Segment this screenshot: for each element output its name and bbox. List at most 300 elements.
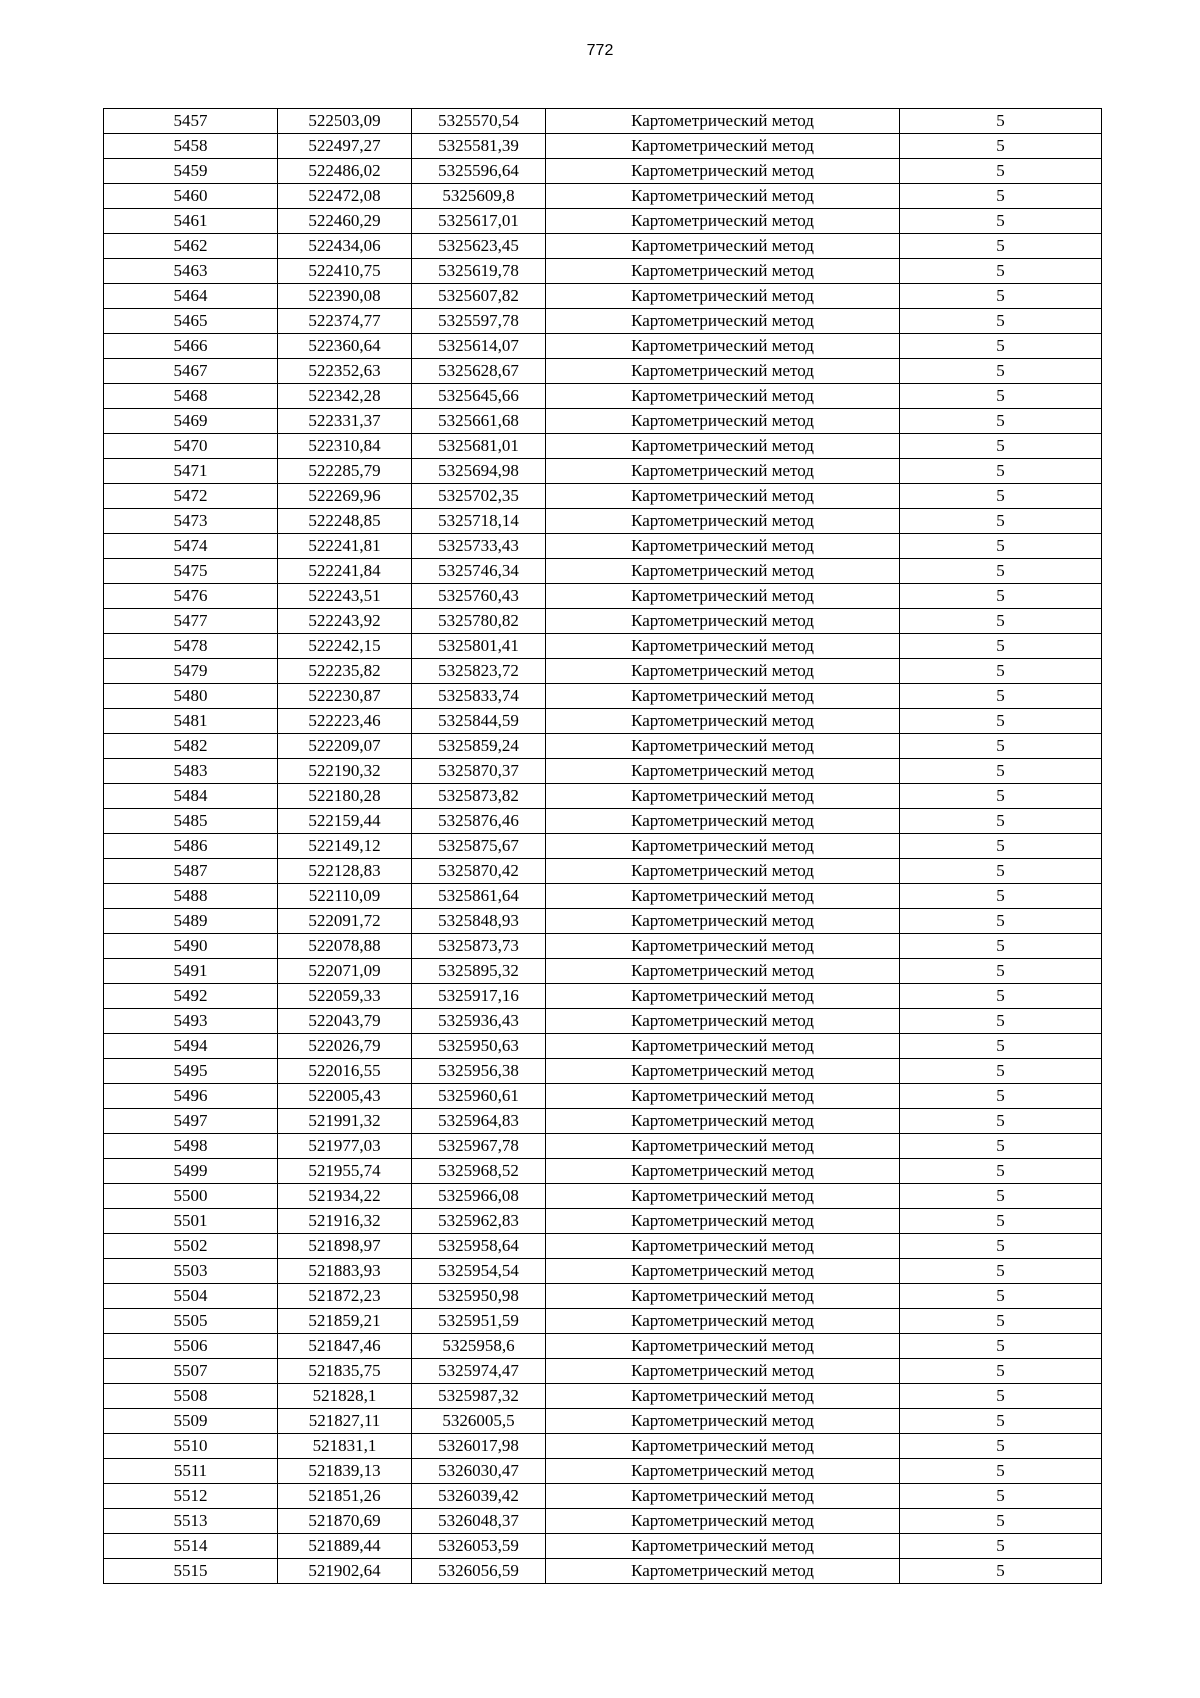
x-coordinate-cell: 522059,33 <box>278 984 412 1009</box>
accuracy-cell: 5 <box>900 1134 1102 1159</box>
method-cell: Картометрический метод <box>546 759 900 784</box>
method-cell: Картометрический метод <box>546 284 900 309</box>
accuracy-cell: 5 <box>900 1009 1102 1034</box>
method-cell: Картометрический метод <box>546 159 900 184</box>
y-coordinate-cell: 5325974,47 <box>412 1359 546 1384</box>
y-coordinate-cell: 5325958,6 <box>412 1334 546 1359</box>
method-cell: Картометрический метод <box>546 184 900 209</box>
accuracy-cell: 5 <box>900 859 1102 884</box>
x-coordinate-cell: 522390,08 <box>278 284 412 309</box>
table-row <box>104 1559 1102 1584</box>
method-cell: Картометрический метод <box>546 484 900 509</box>
point-number-cell: 5514 <box>104 1534 278 1559</box>
point-number-cell: 5477 <box>104 609 278 634</box>
table-row <box>104 1234 1102 1259</box>
table-body <box>104 109 1102 1584</box>
accuracy-cell: 5 <box>900 609 1102 634</box>
x-coordinate-cell: 521851,26 <box>278 1484 412 1509</box>
method-cell: Картометрический метод <box>546 1534 900 1559</box>
y-coordinate-cell: 5325987,32 <box>412 1384 546 1409</box>
accuracy-cell: 5 <box>900 734 1102 759</box>
method-cell: Картометрический метод <box>546 609 900 634</box>
point-number-cell: 5508 <box>104 1384 278 1409</box>
method-cell: Картометрический метод <box>546 784 900 809</box>
x-coordinate-cell: 522460,29 <box>278 209 412 234</box>
x-coordinate-cell: 521883,93 <box>278 1259 412 1284</box>
method-cell: Картометрический метод <box>546 1209 900 1234</box>
method-cell: Картометрический метод <box>546 1409 900 1434</box>
x-coordinate-cell: 522241,84 <box>278 559 412 584</box>
point-number-cell: 5457 <box>104 109 278 134</box>
x-coordinate-cell: 522180,28 <box>278 784 412 809</box>
table-row <box>104 309 1102 334</box>
x-coordinate-cell: 522209,07 <box>278 734 412 759</box>
point-number-cell: 5495 <box>104 1059 278 1084</box>
point-number-cell: 5510 <box>104 1434 278 1459</box>
table-row <box>104 909 1102 934</box>
method-cell: Картометрический метод <box>546 1009 900 1034</box>
accuracy-cell: 5 <box>900 359 1102 384</box>
y-coordinate-cell: 5325760,43 <box>412 584 546 609</box>
point-number-cell: 5479 <box>104 659 278 684</box>
y-coordinate-cell: 5325661,68 <box>412 409 546 434</box>
y-coordinate-cell: 5325964,83 <box>412 1109 546 1134</box>
accuracy-cell: 5 <box>900 1484 1102 1509</box>
x-coordinate-cell: 522497,27 <box>278 134 412 159</box>
accuracy-cell: 5 <box>900 559 1102 584</box>
accuracy-cell: 5 <box>900 634 1102 659</box>
accuracy-cell: 5 <box>900 709 1102 734</box>
point-number-cell: 5486 <box>104 834 278 859</box>
method-cell: Картометрический метод <box>546 1309 900 1334</box>
point-number-cell: 5469 <box>104 409 278 434</box>
y-coordinate-cell: 5325895,32 <box>412 959 546 984</box>
point-number-cell: 5494 <box>104 1034 278 1059</box>
method-cell: Картометрический метод <box>546 659 900 684</box>
y-coordinate-cell: 5325733,43 <box>412 534 546 559</box>
table-row <box>104 1034 1102 1059</box>
point-number-cell: 5459 <box>104 159 278 184</box>
table-row <box>104 809 1102 834</box>
y-coordinate-cell: 5325844,59 <box>412 709 546 734</box>
y-coordinate-cell: 5325936,43 <box>412 1009 546 1034</box>
point-number-cell: 5482 <box>104 734 278 759</box>
method-cell: Картометрический метод <box>546 1034 900 1059</box>
point-number-cell: 5489 <box>104 909 278 934</box>
point-number-cell: 5498 <box>104 1134 278 1159</box>
table-row <box>104 734 1102 759</box>
table-row <box>104 409 1102 434</box>
method-cell: Картометрический метод <box>546 984 900 1009</box>
method-cell: Картометрический метод <box>546 959 900 984</box>
table-row <box>104 509 1102 534</box>
table-row <box>104 1284 1102 1309</box>
y-coordinate-cell: 5325870,42 <box>412 859 546 884</box>
method-cell: Картометрический метод <box>546 334 900 359</box>
accuracy-cell: 5 <box>900 1459 1102 1484</box>
y-coordinate-cell: 5325917,16 <box>412 984 546 1009</box>
y-coordinate-cell: 5325597,78 <box>412 309 546 334</box>
method-cell: Картометрический метод <box>546 259 900 284</box>
point-number-cell: 5485 <box>104 809 278 834</box>
x-coordinate-cell: 522248,85 <box>278 509 412 534</box>
y-coordinate-cell: 5325628,67 <box>412 359 546 384</box>
table-row <box>104 1484 1102 1509</box>
accuracy-cell: 5 <box>900 809 1102 834</box>
accuracy-cell: 5 <box>900 1334 1102 1359</box>
table-row <box>104 159 1102 184</box>
accuracy-cell: 5 <box>900 1409 1102 1434</box>
y-coordinate-cell: 5325875,67 <box>412 834 546 859</box>
point-number-cell: 5512 <box>104 1484 278 1509</box>
point-number-cell: 5468 <box>104 384 278 409</box>
y-coordinate-cell: 5325861,64 <box>412 884 546 909</box>
y-coordinate-cell: 5325966,08 <box>412 1184 546 1209</box>
accuracy-cell: 5 <box>900 834 1102 859</box>
table-row <box>104 984 1102 1009</box>
table-row <box>104 1259 1102 1284</box>
accuracy-cell: 5 <box>900 1034 1102 1059</box>
table-row <box>104 1534 1102 1559</box>
method-cell: Картометрический метод <box>546 684 900 709</box>
point-number-cell: 5480 <box>104 684 278 709</box>
method-cell: Картометрический метод <box>546 1384 900 1409</box>
point-number-cell: 5467 <box>104 359 278 384</box>
y-coordinate-cell: 5325968,52 <box>412 1159 546 1184</box>
x-coordinate-cell: 521828,1 <box>278 1384 412 1409</box>
y-coordinate-cell: 5325870,37 <box>412 759 546 784</box>
point-number-cell: 5505 <box>104 1309 278 1334</box>
accuracy-cell: 5 <box>900 1109 1102 1134</box>
point-number-cell: 5476 <box>104 584 278 609</box>
y-coordinate-cell: 5325848,93 <box>412 909 546 934</box>
table-row <box>104 534 1102 559</box>
method-cell: Картометрический метод <box>546 734 900 759</box>
y-coordinate-cell: 5325962,83 <box>412 1209 546 1234</box>
table-row <box>104 1409 1102 1434</box>
method-cell: Картометрический метод <box>546 1109 900 1134</box>
table-row <box>104 784 1102 809</box>
point-number-cell: 5458 <box>104 134 278 159</box>
x-coordinate-cell: 522434,06 <box>278 234 412 259</box>
y-coordinate-cell: 5325619,78 <box>412 259 546 284</box>
accuracy-cell: 5 <box>900 1534 1102 1559</box>
method-cell: Картометрический метод <box>546 434 900 459</box>
accuracy-cell: 5 <box>900 1359 1102 1384</box>
accuracy-cell: 5 <box>900 284 1102 309</box>
table-row <box>104 284 1102 309</box>
method-cell: Картометрический метод <box>546 1559 900 1584</box>
coordinates-table <box>103 108 1102 1584</box>
point-number-cell: 5462 <box>104 234 278 259</box>
table-row <box>104 259 1102 284</box>
table-row <box>104 384 1102 409</box>
y-coordinate-cell: 5326053,59 <box>412 1534 546 1559</box>
point-number-cell: 5471 <box>104 459 278 484</box>
method-cell: Картометрический метод <box>546 709 900 734</box>
x-coordinate-cell: 522078,88 <box>278 934 412 959</box>
y-coordinate-cell: 5325718,14 <box>412 509 546 534</box>
x-coordinate-cell: 522043,79 <box>278 1009 412 1034</box>
point-number-cell: 5460 <box>104 184 278 209</box>
point-number-cell: 5509 <box>104 1409 278 1434</box>
method-cell: Картометрический метод <box>546 459 900 484</box>
point-number-cell: 5483 <box>104 759 278 784</box>
point-number-cell: 5473 <box>104 509 278 534</box>
method-cell: Картометрический метод <box>546 1259 900 1284</box>
x-coordinate-cell: 521902,64 <box>278 1559 412 1584</box>
point-number-cell: 5491 <box>104 959 278 984</box>
method-cell: Картометрический метод <box>546 634 900 659</box>
y-coordinate-cell: 5325873,82 <box>412 784 546 809</box>
y-coordinate-cell: 5325960,61 <box>412 1084 546 1109</box>
x-coordinate-cell: 522285,79 <box>278 459 412 484</box>
point-number-cell: 5501 <box>104 1209 278 1234</box>
accuracy-cell: 5 <box>900 409 1102 434</box>
point-number-cell: 5470 <box>104 434 278 459</box>
method-cell: Картометрический метод <box>546 1459 900 1484</box>
point-number-cell: 5507 <box>104 1359 278 1384</box>
y-coordinate-cell: 5325967,78 <box>412 1134 546 1159</box>
point-number-cell: 5492 <box>104 984 278 1009</box>
x-coordinate-cell: 522223,46 <box>278 709 412 734</box>
point-number-cell: 5506 <box>104 1334 278 1359</box>
accuracy-cell: 5 <box>900 934 1102 959</box>
x-coordinate-cell: 522486,02 <box>278 159 412 184</box>
y-coordinate-cell: 5326030,47 <box>412 1459 546 1484</box>
accuracy-cell: 5 <box>900 1434 1102 1459</box>
y-coordinate-cell: 5325702,35 <box>412 484 546 509</box>
x-coordinate-cell: 522026,79 <box>278 1034 412 1059</box>
point-number-cell: 5500 <box>104 1184 278 1209</box>
method-cell: Картометрический метод <box>546 109 900 134</box>
accuracy-cell: 5 <box>900 334 1102 359</box>
x-coordinate-cell: 521934,22 <box>278 1184 412 1209</box>
method-cell: Картометрический метод <box>546 1159 900 1184</box>
y-coordinate-cell: 5325958,64 <box>412 1234 546 1259</box>
y-coordinate-cell: 5325681,01 <box>412 434 546 459</box>
table-row <box>104 334 1102 359</box>
x-coordinate-cell: 521991,32 <box>278 1109 412 1134</box>
x-coordinate-cell: 521916,32 <box>278 1209 412 1234</box>
method-cell: Картометрический метод <box>546 1334 900 1359</box>
table-row <box>104 209 1102 234</box>
y-coordinate-cell: 5325645,66 <box>412 384 546 409</box>
y-coordinate-cell: 5325951,59 <box>412 1309 546 1334</box>
table-row <box>104 609 1102 634</box>
method-cell: Картометрический метод <box>546 559 900 584</box>
point-number-cell: 5511 <box>104 1459 278 1484</box>
table-row <box>104 834 1102 859</box>
method-cell: Картометрический метод <box>546 309 900 334</box>
method-cell: Картометрический метод <box>546 909 900 934</box>
x-coordinate-cell: 522230,87 <box>278 684 412 709</box>
x-coordinate-cell: 521839,13 <box>278 1459 412 1484</box>
point-number-cell: 5472 <box>104 484 278 509</box>
method-cell: Картометрический метод <box>546 359 900 384</box>
table-row <box>104 1134 1102 1159</box>
table-row <box>104 934 1102 959</box>
x-coordinate-cell: 522374,77 <box>278 309 412 334</box>
x-coordinate-cell: 522110,09 <box>278 884 412 909</box>
x-coordinate-cell: 522243,51 <box>278 584 412 609</box>
accuracy-cell: 5 <box>900 534 1102 559</box>
x-coordinate-cell: 521872,23 <box>278 1284 412 1309</box>
table-row <box>104 559 1102 584</box>
y-coordinate-cell: 5325876,46 <box>412 809 546 834</box>
accuracy-cell: 5 <box>900 984 1102 1009</box>
y-coordinate-cell: 5326017,98 <box>412 1434 546 1459</box>
table-row <box>104 1434 1102 1459</box>
y-coordinate-cell: 5325581,39 <box>412 134 546 159</box>
x-coordinate-cell: 521977,03 <box>278 1134 412 1159</box>
y-coordinate-cell: 5326005,5 <box>412 1409 546 1434</box>
y-coordinate-cell: 5325954,54 <box>412 1259 546 1284</box>
method-cell: Картометрический метод <box>546 1359 900 1384</box>
point-number-cell: 5465 <box>104 309 278 334</box>
table-row <box>104 959 1102 984</box>
table-row <box>104 1009 1102 1034</box>
x-coordinate-cell: 521831,1 <box>278 1434 412 1459</box>
accuracy-cell: 5 <box>900 909 1102 934</box>
table-row <box>104 1209 1102 1234</box>
table-row <box>104 459 1102 484</box>
x-coordinate-cell: 522235,82 <box>278 659 412 684</box>
y-coordinate-cell: 5325833,74 <box>412 684 546 709</box>
accuracy-cell: 5 <box>900 1184 1102 1209</box>
x-coordinate-cell: 521955,74 <box>278 1159 412 1184</box>
point-number-cell: 5484 <box>104 784 278 809</box>
accuracy-cell: 5 <box>900 384 1102 409</box>
accuracy-cell: 5 <box>900 1059 1102 1084</box>
y-coordinate-cell: 5325950,63 <box>412 1034 546 1059</box>
point-number-cell: 5502 <box>104 1234 278 1259</box>
method-cell: Картометрический метод <box>546 834 900 859</box>
x-coordinate-cell: 522159,44 <box>278 809 412 834</box>
y-coordinate-cell: 5326048,37 <box>412 1509 546 1534</box>
method-cell: Картометрический метод <box>546 884 900 909</box>
y-coordinate-cell: 5325609,8 <box>412 184 546 209</box>
accuracy-cell: 5 <box>900 684 1102 709</box>
x-coordinate-cell: 522242,15 <box>278 634 412 659</box>
accuracy-cell: 5 <box>900 459 1102 484</box>
x-coordinate-cell: 522410,75 <box>278 259 412 284</box>
table-row <box>104 1109 1102 1134</box>
accuracy-cell: 5 <box>900 1284 1102 1309</box>
table-row <box>104 134 1102 159</box>
method-cell: Картометрический метод <box>546 1084 900 1109</box>
accuracy-cell: 5 <box>900 784 1102 809</box>
point-number-cell: 5461 <box>104 209 278 234</box>
accuracy-cell: 5 <box>900 584 1102 609</box>
method-cell: Картометрический метод <box>546 809 900 834</box>
x-coordinate-cell: 522016,55 <box>278 1059 412 1084</box>
accuracy-cell: 5 <box>900 759 1102 784</box>
method-cell: Картометрический метод <box>546 534 900 559</box>
table-row <box>104 1159 1102 1184</box>
page-number: 772 <box>586 42 614 59</box>
accuracy-cell: 5 <box>900 134 1102 159</box>
accuracy-cell: 5 <box>900 884 1102 909</box>
y-coordinate-cell: 5326056,59 <box>412 1559 546 1584</box>
x-coordinate-cell: 522149,12 <box>278 834 412 859</box>
table-row <box>104 484 1102 509</box>
table-row <box>104 184 1102 209</box>
y-coordinate-cell: 5325950,98 <box>412 1284 546 1309</box>
accuracy-cell: 5 <box>900 1559 1102 1584</box>
y-coordinate-cell: 5325801,41 <box>412 634 546 659</box>
table-row <box>104 759 1102 784</box>
accuracy-cell: 5 <box>900 259 1102 284</box>
point-number-cell: 5504 <box>104 1284 278 1309</box>
point-number-cell: 5490 <box>104 934 278 959</box>
x-coordinate-cell: 521847,46 <box>278 1334 412 1359</box>
method-cell: Картометрический метод <box>546 1184 900 1209</box>
table-row <box>104 1309 1102 1334</box>
accuracy-cell: 5 <box>900 484 1102 509</box>
table-row <box>104 1184 1102 1209</box>
x-coordinate-cell: 522091,72 <box>278 909 412 934</box>
x-coordinate-cell: 522243,92 <box>278 609 412 634</box>
x-coordinate-cell: 522071,09 <box>278 959 412 984</box>
y-coordinate-cell: 5325623,45 <box>412 234 546 259</box>
table-row <box>104 1384 1102 1409</box>
point-number-cell: 5466 <box>104 334 278 359</box>
point-number-cell: 5463 <box>104 259 278 284</box>
accuracy-cell: 5 <box>900 1259 1102 1284</box>
accuracy-cell: 5 <box>900 1234 1102 1259</box>
y-coordinate-cell: 5325614,07 <box>412 334 546 359</box>
point-number-cell: 5474 <box>104 534 278 559</box>
method-cell: Картометрический метод <box>546 584 900 609</box>
accuracy-cell: 5 <box>900 159 1102 184</box>
method-cell: Картометрический метод <box>546 859 900 884</box>
method-cell: Картометрический метод <box>546 1509 900 1534</box>
table-row <box>104 109 1102 134</box>
accuracy-cell: 5 <box>900 1209 1102 1234</box>
x-coordinate-cell: 521835,75 <box>278 1359 412 1384</box>
x-coordinate-cell: 521859,21 <box>278 1309 412 1334</box>
x-coordinate-cell: 522331,37 <box>278 409 412 434</box>
method-cell: Картометрический метод <box>546 234 900 259</box>
accuracy-cell: 5 <box>900 309 1102 334</box>
y-coordinate-cell: 5325596,64 <box>412 159 546 184</box>
x-coordinate-cell: 522241,81 <box>278 534 412 559</box>
x-coordinate-cell: 522128,83 <box>278 859 412 884</box>
accuracy-cell: 5 <box>900 184 1102 209</box>
point-number-cell: 5496 <box>104 1084 278 1109</box>
accuracy-cell: 5 <box>900 659 1102 684</box>
point-number-cell: 5475 <box>104 559 278 584</box>
accuracy-cell: 5 <box>900 1084 1102 1109</box>
method-cell: Картометрический метод <box>546 384 900 409</box>
point-number-cell: 5513 <box>104 1509 278 1534</box>
accuracy-cell: 5 <box>900 209 1102 234</box>
method-cell: Картометрический метод <box>546 1234 900 1259</box>
table-row <box>104 584 1102 609</box>
table-row <box>104 1509 1102 1534</box>
x-coordinate-cell: 522269,96 <box>278 484 412 509</box>
accuracy-cell: 5 <box>900 1384 1102 1409</box>
table-row <box>104 1084 1102 1109</box>
x-coordinate-cell: 522005,43 <box>278 1084 412 1109</box>
y-coordinate-cell: 5325859,24 <box>412 734 546 759</box>
y-coordinate-cell: 5325607,82 <box>412 284 546 309</box>
point-number-cell: 5497 <box>104 1109 278 1134</box>
accuracy-cell: 5 <box>900 1509 1102 1534</box>
table-row <box>104 1459 1102 1484</box>
point-number-cell: 5515 <box>104 1559 278 1584</box>
